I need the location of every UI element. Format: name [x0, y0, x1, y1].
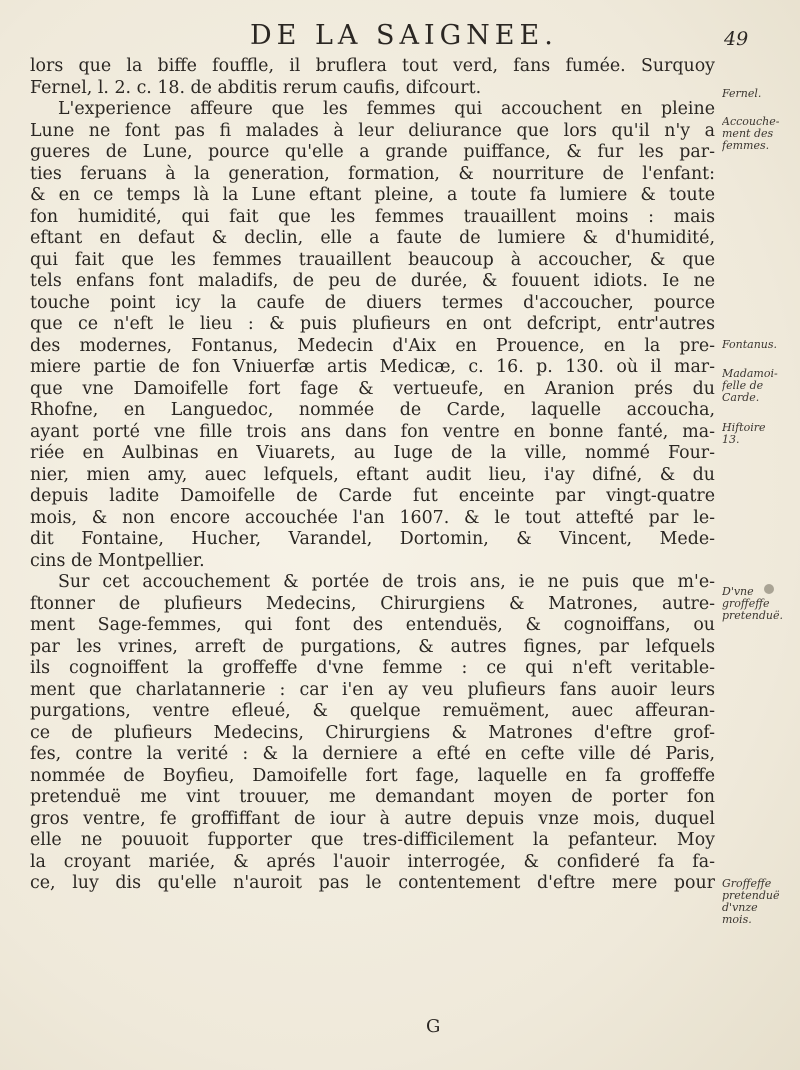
text-line: que ce n'eft le lieu : & puis plufieurs en ont defcript, entr'autres [30, 314, 715, 334]
page-number: 49 [724, 28, 749, 50]
margin-note: groffeffe [722, 598, 770, 610]
margin-note: femmes. [722, 140, 770, 152]
text-line: L'experience affeure que les femmes qui accouchent en pleine [58, 99, 715, 119]
margin-note: felle de [722, 380, 764, 392]
margin-note: ment des [722, 128, 774, 140]
text-line: ment que charlatannerie : car i'en ay veu plufieurs fans auoir leurs [30, 679, 715, 700]
text-line: eftant en defaut & declin, elle a faute de lumiere & d'humidité, [30, 228, 715, 248]
text-line: elle ne pouuoit fupporter que tres-difficilement la pefanteur. Moy [30, 830, 715, 850]
margin-note: Madamoi- [722, 368, 778, 380]
margin-note: 13. [722, 434, 740, 446]
margin-note: d'vnze [722, 902, 758, 914]
text-line: mois, & non encore accouchée l'an 1607. & le tout attefté par le- [30, 507, 715, 528]
ink-stain [764, 584, 774, 594]
margin-note: Fontanus. [722, 339, 778, 351]
text-line: cins de Montpellier. [30, 550, 205, 571]
text-line: gros ventre, fe groffiffant de iour à autre depuis vnze mois, duquel [30, 808, 715, 829]
margin-note: Carde. [722, 392, 760, 404]
margin-note: pretenduë. [722, 610, 783, 622]
text-line: des modernes, Fontanus, Medecin d'Aix en Prouence, en la pre- [30, 335, 715, 356]
text-line: la croyant mariée, & aprés l'auoir interrogée, & confideré fa fa- [30, 851, 715, 872]
margin-note: Hiftoire [722, 422, 766, 434]
text-line: Lune ne font pas fi malades à leur deliurance que lors qu'il n'y a [30, 120, 715, 141]
text-line: que vne Damoifelle fort fage & vertueufe, en Aranion prés du [30, 378, 715, 399]
text-line: gueres de Lune, pource qu'elle a grande puiffance, & fur les par- [30, 142, 715, 162]
text-line: Rhofne, en Languedoc, nommée de Carde, laquelle accoucha, [30, 400, 715, 420]
text-line: lors que la biffe fouffle, il bruflera tout verd, fans fumée. Surquoy [30, 56, 715, 76]
text-line: riée en Aulbinas en Viuarets, au Iuge de la ville, nommé Four- [30, 443, 715, 463]
text-line: fes, contre la verité : & la derniere a efté en cefte ville dé Paris, [30, 744, 715, 764]
margin-note: Fernel. [722, 88, 762, 100]
text-line: pretenduë me vint trouuer, me demandant moyen de porter fon [30, 787, 715, 807]
margin-note: mois. [722, 914, 752, 926]
text-line: ayant porté vne fille trois ans dans fon ventre en bonne fanté, ma- [30, 421, 715, 442]
text-line: fon humidité, qui fait que les femmes trauaillent moins : mais [30, 206, 715, 227]
text-line: ce de plufieurs Medecins, Chirurgiens & Matrones d'eftre grof- [30, 722, 715, 743]
text-line: ties feruans à la generation, formation, & nourriture de l'enfant: [30, 163, 715, 184]
text-line: ce, luy dis qu'elle n'auroit pas le contentement d'eftre mere pour [30, 873, 715, 893]
text-line: purgations, ventre efleué, & quelque remuëment, auec affeuran- [30, 701, 715, 721]
text-line: nier, mien amy, auec lefquels, eftant audit lieu, i'ay difné, & du [30, 464, 715, 485]
text-line: Sur cet accouchement & portée de trois ans, ie ne puis que m'e- [58, 572, 715, 592]
margin-note: pretenduë [722, 890, 780, 902]
text-line: tels enfans font maladifs, de peu de durée, & fouuent idiots. Ie ne [30, 271, 715, 291]
running-title: DE LA SAIGNEE. [250, 20, 558, 51]
margin-note: Groffeffe [722, 878, 772, 890]
page-header [0, 12, 800, 62]
text-line: par les vrines, arreft de purgations, & autres fignes, par lefquels [30, 636, 715, 657]
text-line: ment Sage-femmes, qui font des entenduës, & cognoiffans, ou [30, 615, 715, 635]
margin-note: Accouche- [722, 116, 780, 128]
text-line: qui fait que les femmes trauaillent beaucoup à accoucher, & que [30, 249, 715, 270]
text-line: nommée de Boyfieu, Damoifelle fort fage, laquelle en fa groffeffe [30, 765, 715, 786]
signature-mark: G [426, 1016, 441, 1037]
body-text [30, 56, 715, 895]
text-line: ftonner de plufieurs Medecins, Chirurgiens & Matrones, autre- [30, 593, 715, 614]
margin-note: D'vne [722, 586, 754, 598]
text-line: dit Fontaine, Hucher, Varandel, Dortomin, & Vincent, Mede- [30, 529, 715, 549]
text-line: miere partie de fon Vniuerfæ artis Medicæ, c. 16. p. 130. où il mar- [30, 357, 715, 377]
text-line: & en ce temps là la Lune eftant pleine, a toute fa lumiere & toute [30, 185, 715, 205]
text-line: touche point icy la caufe de diuers termes d'accoucher, pource [30, 292, 715, 313]
text-line: Fernel, l. 2. c. 18. de abditis rerum caufis, difcourt. [30, 77, 482, 98]
text-line: ils cognoiffent la groffeffe d'vne femme : ce qui n'eft veritable- [30, 658, 715, 678]
text-line: depuis ladite Damoifelle de Carde fut enceinte par vingt-quatre [30, 486, 715, 506]
